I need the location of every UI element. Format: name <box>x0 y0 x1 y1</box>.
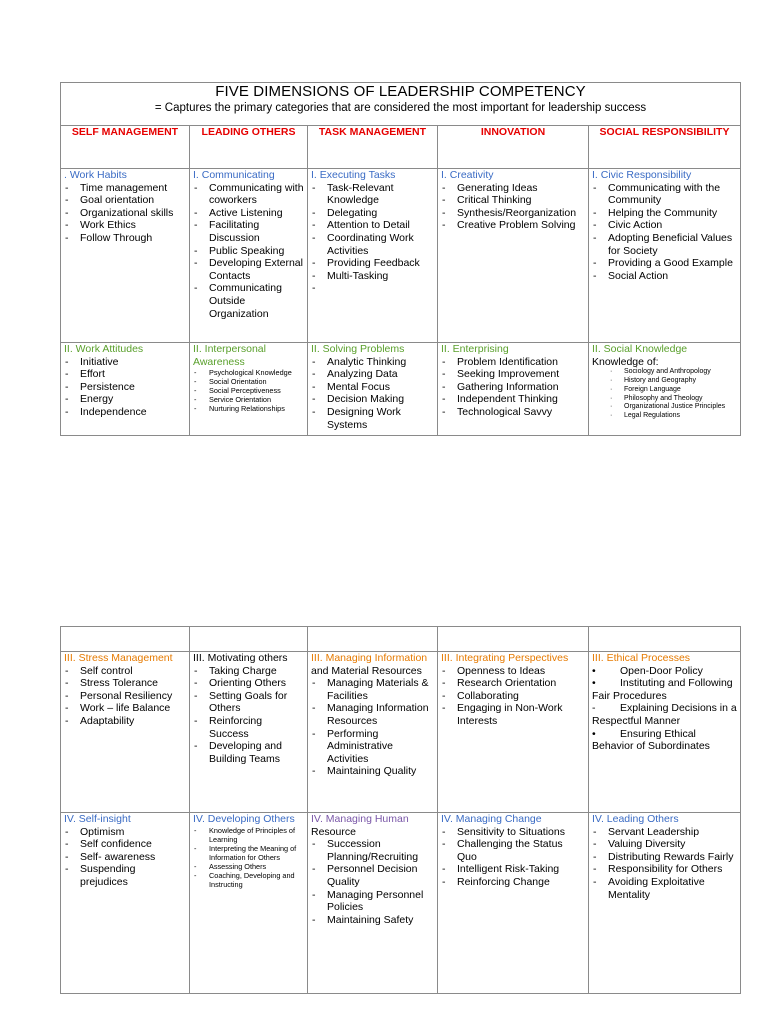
section-title <box>311 652 434 677</box>
list-item: - Task-Relevant Knowledge <box>311 182 434 207</box>
list-item: - Critical Thinking <box>441 194 585 207</box>
list-item: - Communicating Outside Organization <box>193 282 304 320</box>
list-item: - Follow Through <box>64 232 186 245</box>
cell-ethical-processes <box>589 652 741 813</box>
list-item: - Nurturing Relationships <box>193 404 304 413</box>
section-title: III. Stress Management <box>64 652 173 664</box>
list-item: - Facilitating Discussion <box>193 219 304 244</box>
blank-cell <box>308 627 438 652</box>
list-item: - Performing Administrative Activities <box>311 728 434 766</box>
list-item: - Public Speaking <box>193 245 304 258</box>
list-item: - Work Ethics <box>64 219 186 232</box>
section-title: I. Creativity <box>441 169 494 181</box>
list-item: - Decision Making <box>311 393 434 406</box>
list-item: - Initiative <box>64 356 186 369</box>
list-item: - Research Orientation <box>441 677 585 690</box>
list-item: - Interpreting the Meaning of Information for Others <box>193 844 304 862</box>
list-item: · Legal Regulations <box>592 412 737 421</box>
header-task-management: TASK MANAGEMENT <box>308 126 438 169</box>
list-item: - Managing Materials & Facilities <box>311 677 434 702</box>
list-item: - Stress Tolerance <box>64 677 186 690</box>
list-item: - Valuing Diversity <box>592 838 737 851</box>
list-item: - Personnel Decision Quality <box>311 863 434 888</box>
list-item: - Work – life Balance <box>64 702 186 715</box>
list-item: · Foreign Language <box>592 386 737 395</box>
list-item: - Reinforcing Success <box>193 715 304 740</box>
competency-table-top <box>60 82 741 436</box>
blank-cell <box>190 627 308 652</box>
cell-civic-responsibility <box>589 169 741 343</box>
cell-interpersonal-awareness <box>190 343 308 436</box>
list-item: - Communicating with coworkers <box>193 182 304 207</box>
list-item: - Gathering Information <box>441 381 585 394</box>
list-item: - Suspending prejudices <box>64 863 186 888</box>
list-item: - Orienting Others <box>193 677 304 690</box>
cell-managing-change <box>438 813 589 994</box>
header-leading-others: LEADING OTHERS <box>190 126 308 169</box>
list-item: - Active Listening <box>193 207 304 220</box>
list-item: - Reinforcing Change <box>441 876 585 889</box>
page-title: FIVE DIMENSIONS OF LEADERSHIP COMPETENCY <box>215 83 586 100</box>
list-item: • Open-Door Policy <box>592 664 703 677</box>
blank-cell <box>589 627 741 652</box>
list-item: - Energy <box>64 393 186 406</box>
list-item: - Personal Resiliency <box>64 690 186 703</box>
list-item: - Self control <box>64 665 186 678</box>
list-item: - Adaptability <box>64 715 186 728</box>
section-title: I. Communicating <box>193 169 275 181</box>
list-item: - Providing Feedback <box>311 257 434 270</box>
list-item: - Service Orientation <box>193 395 304 404</box>
list-item: - Intelligent Risk-Taking <box>441 863 585 876</box>
list-item: - Optimism <box>64 826 186 839</box>
section-title: . Work Habits <box>64 169 127 181</box>
list-item: - Social Orientation <box>193 377 304 386</box>
section-title: II. Enterprising <box>441 343 509 355</box>
section-title-colored: IV. Managing Human <box>311 813 409 825</box>
list-item: - Creative Problem Solving <box>441 219 585 232</box>
list-item: - Managing Information Resources <box>311 702 434 727</box>
list-item: - Maintaining Safety <box>311 914 434 927</box>
cell-self-insight <box>61 813 190 994</box>
blank-cell <box>438 627 589 652</box>
list-item: - Helping the Community <box>592 207 737 220</box>
list-item: - Developing and Building Teams <box>193 740 304 765</box>
list-item: - Delegating <box>311 207 434 220</box>
list-item: - Psychological Knowledge <box>193 368 304 377</box>
header-self-management: SELF MANAGEMENT <box>61 126 190 169</box>
header-innovation: INNOVATION <box>438 126 589 169</box>
list-item: - Generating Ideas <box>441 182 585 195</box>
cell-motivating-others <box>190 652 308 813</box>
list-item: - Designing Work Systems <box>311 406 434 431</box>
list-item: - Problem Identification <box>441 356 585 369</box>
list-item: · Sociology and Anthropology <box>592 368 737 377</box>
list-item: - Succession Planning/Recruiting <box>311 838 434 863</box>
list-item: - Challenging the Status Quo <box>441 838 585 863</box>
list-item: - Developing External Contacts <box>193 257 304 282</box>
cell-solving-problems <box>308 343 438 436</box>
list-item: • Instituting and Following Fair Procedures <box>592 677 733 702</box>
title-cell <box>61 83 741 126</box>
list-item: · Philosophy and Theology <box>592 395 737 404</box>
section-title: I. Executing Tasks <box>311 169 396 181</box>
list-item: - Persistence <box>64 381 186 394</box>
list-item: - Organizational skills <box>64 207 186 220</box>
blank-cell <box>61 627 190 652</box>
list-item: - Seeking Improvement <box>441 368 585 381</box>
list-item: - Assessing Others <box>193 862 304 871</box>
list-item: - Knowledge of Principles of Learning <box>193 826 304 844</box>
list-item: - Mental Focus <box>311 381 434 394</box>
list-item: - Analytic Thinking <box>311 356 434 369</box>
page-subtitle: = Captures the primary categories that are considered the most important for leadership success <box>154 102 647 114</box>
cell-managing-human-resource <box>308 813 438 994</box>
list-item: - Sensitivity to Situations <box>441 826 585 839</box>
section-title-rest: Resource <box>311 825 356 838</box>
cell-enterprising <box>438 343 589 436</box>
section-title: II. Social Knowledge <box>592 343 688 355</box>
list-item: - Providing a Good Example <box>592 257 737 270</box>
section-title <box>311 813 434 838</box>
list-item: • Ensuring Ethical Behavior of Subordinates <box>592 727 710 753</box>
list-item: - Technological Savvy <box>441 406 585 419</box>
list-item: - Self- awareness <box>64 851 186 864</box>
list-item: - Maintaining Quality <box>311 765 434 778</box>
list-item: · Organizational Justice Principles <box>592 403 737 412</box>
section-title: II. Work Attitudes <box>64 343 144 355</box>
cell-integrating-perspectives <box>438 652 589 813</box>
section-title: II. Interpersonal Awareness <box>193 343 266 368</box>
section-title: I. Civic Responsibility <box>592 169 692 181</box>
section-title-rest: and Material Resources <box>311 664 422 677</box>
cell-creativity <box>438 169 589 343</box>
list-item: - Responsibility for Others <box>592 863 737 876</box>
section-intro: Knowledge of: <box>592 355 659 368</box>
list-item: - Analyzing Data <box>311 368 434 381</box>
list-item: - Civic Action <box>592 219 737 232</box>
cell-work-habits <box>61 169 190 343</box>
list-item: - Explaining Decisions in a Respectful Manner <box>592 702 737 727</box>
list-item: - Social Action <box>592 270 737 283</box>
list-item: - Time management <box>64 182 186 195</box>
list-item: - Avoiding Exploitative Mentality <box>592 876 737 901</box>
list-item: - Goal orientation <box>64 194 186 207</box>
cell-communicating <box>190 169 308 343</box>
section-title: III. Ethical Processes <box>592 652 691 664</box>
list-item: - Independence <box>64 406 186 419</box>
cell-social-knowledge <box>589 343 741 436</box>
list-item: - Independent Thinking <box>441 393 585 406</box>
list-item: - Synthesis/Reorganization <box>441 207 585 220</box>
section-title: III. Motivating others <box>193 652 288 664</box>
list-item: - Communicating with the Community <box>592 182 737 207</box>
list-item: - Social Perceptiveness <box>193 386 304 395</box>
list-item: - Attention to Detail <box>311 219 434 232</box>
section-title: IV. Leading Others <box>592 813 679 825</box>
list-item: - Engaging in Non-Work Interests <box>441 702 585 727</box>
section-title: IV. Self-insight <box>64 813 131 825</box>
list-item: - Distributing Rewards Fairly <box>592 851 737 864</box>
list-item: - Coordinating Work Activities <box>311 232 434 257</box>
section-title: IV. Developing Others <box>193 813 295 825</box>
cell-developing-others <box>190 813 308 994</box>
section-title: IV. Managing Change <box>441 813 542 825</box>
section-title: III. Integrating Perspectives <box>441 652 569 664</box>
cell-executing-tasks <box>308 169 438 343</box>
list-item: - Coaching, Developing and Instructing <box>193 871 304 889</box>
competency-table-bottom <box>60 626 741 994</box>
list-item: - Self confidence <box>64 838 186 851</box>
list-item: - Adopting Beneficial Values for Society <box>592 232 737 257</box>
cell-managing-information <box>308 652 438 813</box>
section-title: II. Solving Problems <box>311 343 405 355</box>
cell-stress-management <box>61 652 190 813</box>
list-item: - Managing Personnel Policies <box>311 889 434 914</box>
cell-leading-others-iv <box>589 813 741 994</box>
cell-work-attitudes <box>61 343 190 436</box>
list-item: · History and Geography <box>592 377 737 386</box>
list-item: - Collaborating <box>441 690 585 703</box>
list-item: - Setting Goals for Others <box>193 690 304 715</box>
list-item: - Servant Leadership <box>592 826 737 839</box>
header-social-responsibility: SOCIAL RESPONSIBILITY <box>589 126 741 169</box>
list-item: - Effort <box>64 368 186 381</box>
list-item: - Multi-Tasking <box>311 270 434 283</box>
section-title-colored: III. Managing Information <box>311 652 428 664</box>
list-item: - Taking Charge <box>193 665 304 678</box>
list-item: - Openness to Ideas <box>441 665 585 678</box>
